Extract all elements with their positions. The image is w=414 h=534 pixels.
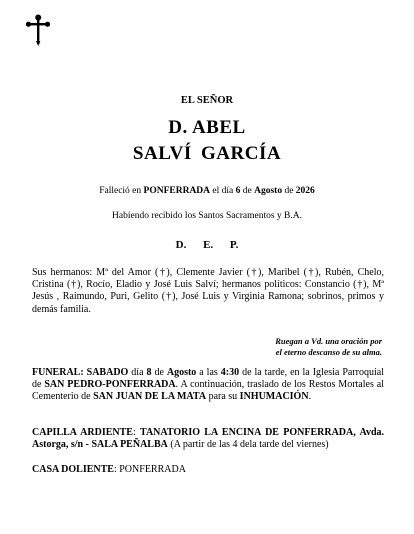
family-paragraph: Sus hermanos: Mª del Amor (†), Clemente Javier (†), Maribel (†), Rubén, Chelo, Cristina (†), Rocío, Eladio y José Luis Salví; hermanos políticos: Constancio (†), Mª Jesús , Raimundo, Puri, Gelito (†), José Luis y Virginia Ramona; sobrinos, primos y demás familia. — [32, 267, 384, 315]
wake-paragraph: CAPILLA ARDIENTE: TANATORIO LA ENCINA DE PONFERRADA, Avda. Astorga, s/n - SALA PEÑALBA (A partir de las 4 dela tarde del viernes) — [32, 427, 385, 451]
mourning-house-line: CASA DOLIENTE: PONFERRADA — [32, 464, 186, 475]
prayer-request-line2: el eterno descanso de su alma. — [275, 346, 382, 357]
deceased-name-line2: SALVÍ GARCÍA — [132, 143, 282, 164]
funeral-paragraph: FUNERAL: SABADO día 8 de Agosto a las 4:30 de la tarde, en la Iglesia Parroquial de SAN PEDRO-PONFERRADA. A continuación, traslado de los Restos Mortales al Cementerio de SAN JUAN DE LA MATA para su INHUMACIÓN. — [32, 367, 384, 403]
cross-icon — [26, 14, 50, 46]
prayer-request-line1: Ruegan a Vd. una oración por — [275, 336, 382, 346]
notice-heading: EL SEÑOR — [180, 95, 234, 106]
death-statement: Falleció en PONFERRADA el día 6 de Agosto de 2026 — [99, 186, 315, 196]
prayer-request — [222, 336, 382, 357]
dep-initials: D. E. P. — [175, 239, 239, 251]
sacraments-line: Habiendo recibido los Santos Sacramentos y B.A. — [112, 211, 302, 221]
deceased-name-line1: D. ABEL — [168, 117, 246, 138]
